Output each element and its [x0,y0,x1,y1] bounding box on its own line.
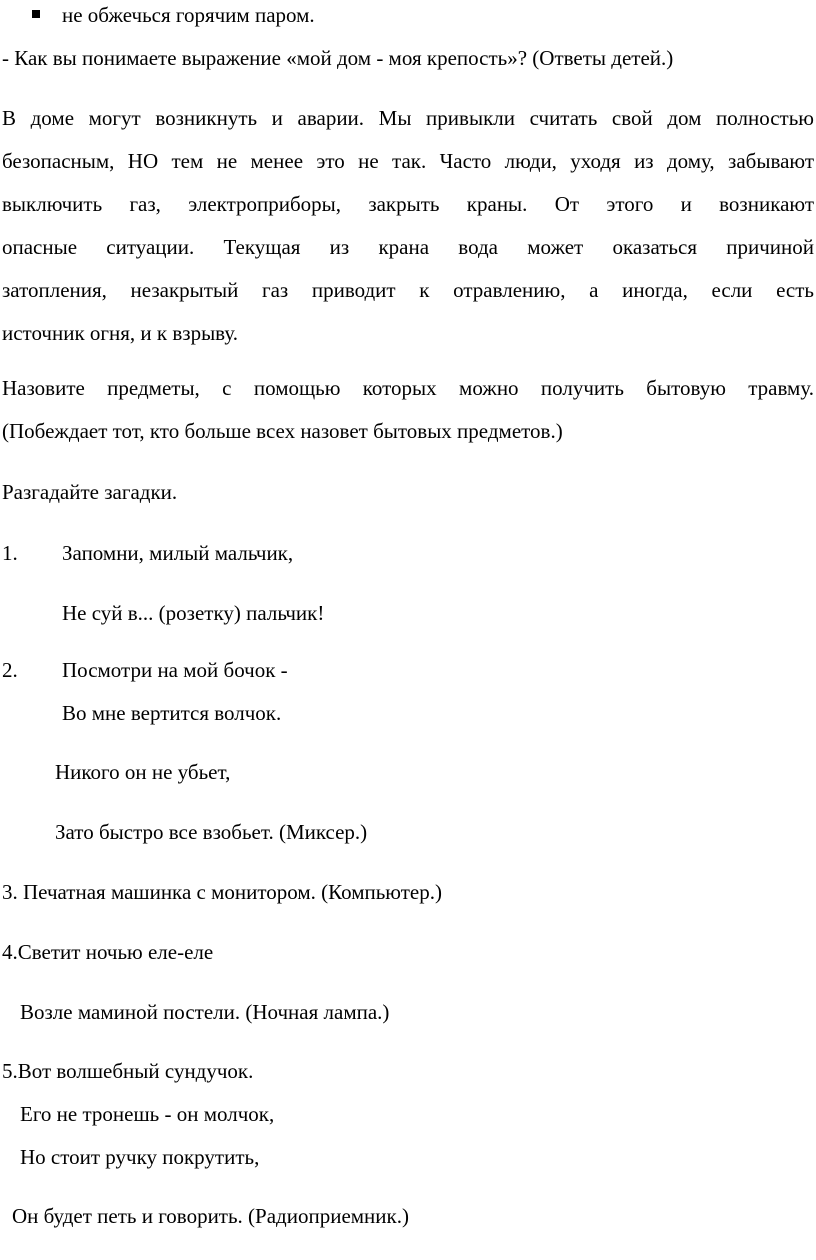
riddles-heading: Разгадайте загадки. [2,480,178,504]
riddle-line: Он будет петь и говорить. (Радиоприемник.) [12,1204,409,1228]
riddle-line: Запомни, милый мальчик, [62,541,294,565]
riddle-line: Но стоит ручку покрутить, [20,1145,260,1169]
paragraph-line: опасные ситуации. Текущая из крана вода может оказаться причиной [2,235,814,259]
paragraph-line: (Побеждает тот, кто больше всех назовет бытовых предметов.) [2,419,563,443]
square-bullet-icon [32,10,40,18]
paragraph-line: затопления, незакрытый газ приводит к отравлению, а иногда, если есть [2,278,814,302]
riddle-line: Его не тронешь - он молчок, [20,1102,275,1126]
paragraph-line: выключить газ, электроприборы, закрыть краны. От этого и возникают [2,192,814,216]
riddle-line: 5.Вот волшебный сундучок. [2,1059,254,1083]
paragraph-line: безопасным, НО тем не менее это не так. Часто люди, уходя из дому, забывают [2,149,814,173]
riddle-number: 1. [2,541,18,565]
riddle-line: 4.Светит ночью еле-еле [2,940,214,964]
bullet-item: не обжечься горячим паром. [62,3,315,27]
riddle-number: 2. [2,658,18,682]
riddle-line: 3. Печатная машинка с монитором. (Компьютер.) [2,880,442,904]
riddle-line: Никого он не убьет, [55,760,231,784]
paragraph-line: источник огня, и к взрыву. [2,321,239,345]
paragraph-line: Назовите предметы, с помощью которых можно получить бытовую травму. [2,376,814,400]
riddle-line: Не суй в... (розетку) пальчик! [62,601,325,625]
riddle-line: Посмотри на мой бочок - [62,658,288,682]
riddle-line: Возле маминой постели. (Ночная лампа.) [20,1000,390,1024]
paragraph-line: В доме могут возникнуть и аварии. Мы привыкли считать свой дом полностью [2,106,814,130]
riddle-line: Во мне вертится волчок. [62,701,282,725]
riddle-line: Зато быстро все взобьет. (Миксер.) [55,820,368,844]
question-line: - Как вы понимаете выражение «мой дом - моя крепость»? (Ответы детей.) [2,46,674,70]
